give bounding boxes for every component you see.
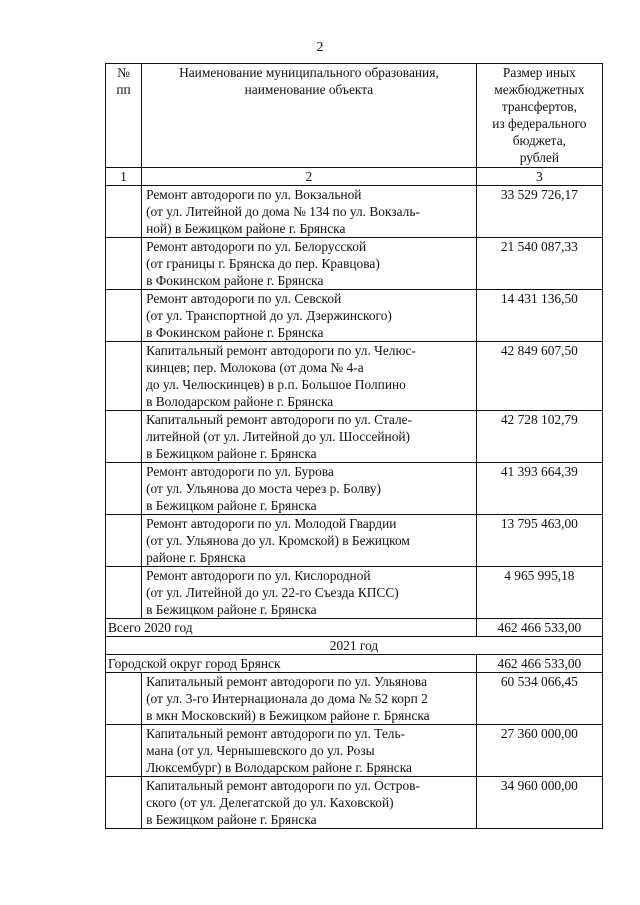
object-row: [106, 411, 603, 463]
transfer-amount: 34 960 000,00: [476, 777, 602, 829]
object-name: Ремонт автодороги по ул. Молодой Гвардии (от ул. Ульянова до ул. Кромской) в Бежицком районе г. Брянска: [142, 515, 477, 567]
row-number-cell: [106, 515, 142, 567]
header-row: [106, 64, 603, 168]
object-name: Ремонт автодороги по ул. Бурова (от ул. Ульянова до моста через р. Болву) в Бежицком районе г. Брянска: [142, 463, 477, 515]
object-name: Капитальный ремонт автодороги по ул. Ульянова (от ул. 3-го Интернационала до дома № 52 корп 2 в мкн Московский) в Бежицком районе г. Брянска: [142, 673, 477, 725]
object-row: [106, 342, 603, 411]
row-number-cell: [106, 411, 142, 463]
row-number-cell: [106, 725, 142, 777]
header-number: № пп: [106, 64, 142, 168]
object-row: [106, 186, 603, 238]
city-district-row: [106, 655, 603, 673]
city-district-label: Городской округ город Брянск: [106, 655, 477, 673]
column-number: 3: [476, 168, 602, 186]
transfer-amount: 33 529 726,17: [476, 186, 602, 238]
transfer-amount: 42 849 607,50: [476, 342, 602, 411]
object-name: Ремонт автодороги по ул. Кислородной (от ул. Литейной до ул. 22-го Съезда КПСС) в Бежицком районе г. Брянска: [142, 567, 477, 619]
transfer-amount: 21 540 087,33: [476, 238, 602, 290]
transfer-amount: 4 965 995,18: [476, 567, 602, 619]
object-name: Ремонт автодороги по ул. Белорусской (от границы г. Брянска до пер. Кравцова) в Фокинском районе г. Брянска: [142, 238, 477, 290]
header-amount: Размер иных межбюджетных трансфертов, из федерального бюджета, рублей: [476, 64, 602, 168]
transfer-amount: 13 795 463,00: [476, 515, 602, 567]
object-name: Ремонт автодороги по ул. Вокзальной (от ул. Литейной до дома № 134 по ул. Вокзаль- ной) в Бежицком районе г. Брянска: [142, 186, 477, 238]
total-2020-row: [106, 619, 603, 637]
page-number: 2: [316, 40, 324, 55]
object-name: Капитальный ремонт автодороги по ул. Остров- ского (от ул. Делегатской до ул. Каховской) в Бежицком районе г. Брянска: [142, 777, 477, 829]
object-name: Капитальный ремонт автодороги по ул. Челюс- кинцев; пер. Молокова (от дома № 4-а до ул. Челюскинцев) в р.п. Большое Полпино в Володарском районе г. Брянска: [142, 342, 477, 411]
object-row: [106, 463, 603, 515]
row-number-cell: [106, 673, 142, 725]
column-number: 2: [142, 168, 477, 186]
transfer-amount: 60 534 066,45: [476, 673, 602, 725]
total-2020-amount: 462 466 533,00: [476, 619, 602, 637]
city-district-amount: 462 466 533,00: [476, 655, 602, 673]
year-2021-heading: 2021 год: [106, 637, 603, 655]
object-row: [106, 725, 603, 777]
object-name: Капитальный ремонт автодороги по ул. Тель- мана (от ул. Чернышевского до ул. Розы Люксембург) в Володарском районе г. Брянска: [142, 725, 477, 777]
object-row: [106, 290, 603, 342]
object-name: Капитальный ремонт автодороги по ул. Стале- литейной (от ул. Литейной до ул. Шоссейной) в Бежицком районе г. Брянска: [142, 411, 477, 463]
row-number-cell: [106, 777, 142, 829]
row-number-cell: [106, 238, 142, 290]
object-row: [106, 515, 603, 567]
object-row: [106, 673, 603, 725]
header-name: Наименование муниципального образования, наименование объекта: [142, 64, 477, 168]
object-name: Ремонт автодороги по ул. Севской (от ул. Транспортной до ул. Дзержинского) в Фокинском районе г. Брянска: [142, 290, 477, 342]
object-row: [106, 777, 603, 829]
object-row: [106, 238, 603, 290]
object-row: [106, 567, 603, 619]
transfer-amount: 41 393 664,39: [476, 463, 602, 515]
total-2020-label: Всего 2020 год: [106, 619, 477, 637]
transfer-amount: 42 728 102,79: [476, 411, 602, 463]
transfer-amount: 14 431 136,50: [476, 290, 602, 342]
row-number-cell: [106, 342, 142, 411]
column-number: 1: [106, 168, 142, 186]
row-number-cell: [106, 186, 142, 238]
row-number-cell: [106, 567, 142, 619]
row-number-cell: [106, 463, 142, 515]
transfers-table: [105, 63, 603, 829]
transfer-amount: 27 360 000,00: [476, 725, 602, 777]
year-2021-row: [106, 637, 603, 655]
row-number-cell: [106, 290, 142, 342]
column-numbers-row: [106, 168, 603, 186]
